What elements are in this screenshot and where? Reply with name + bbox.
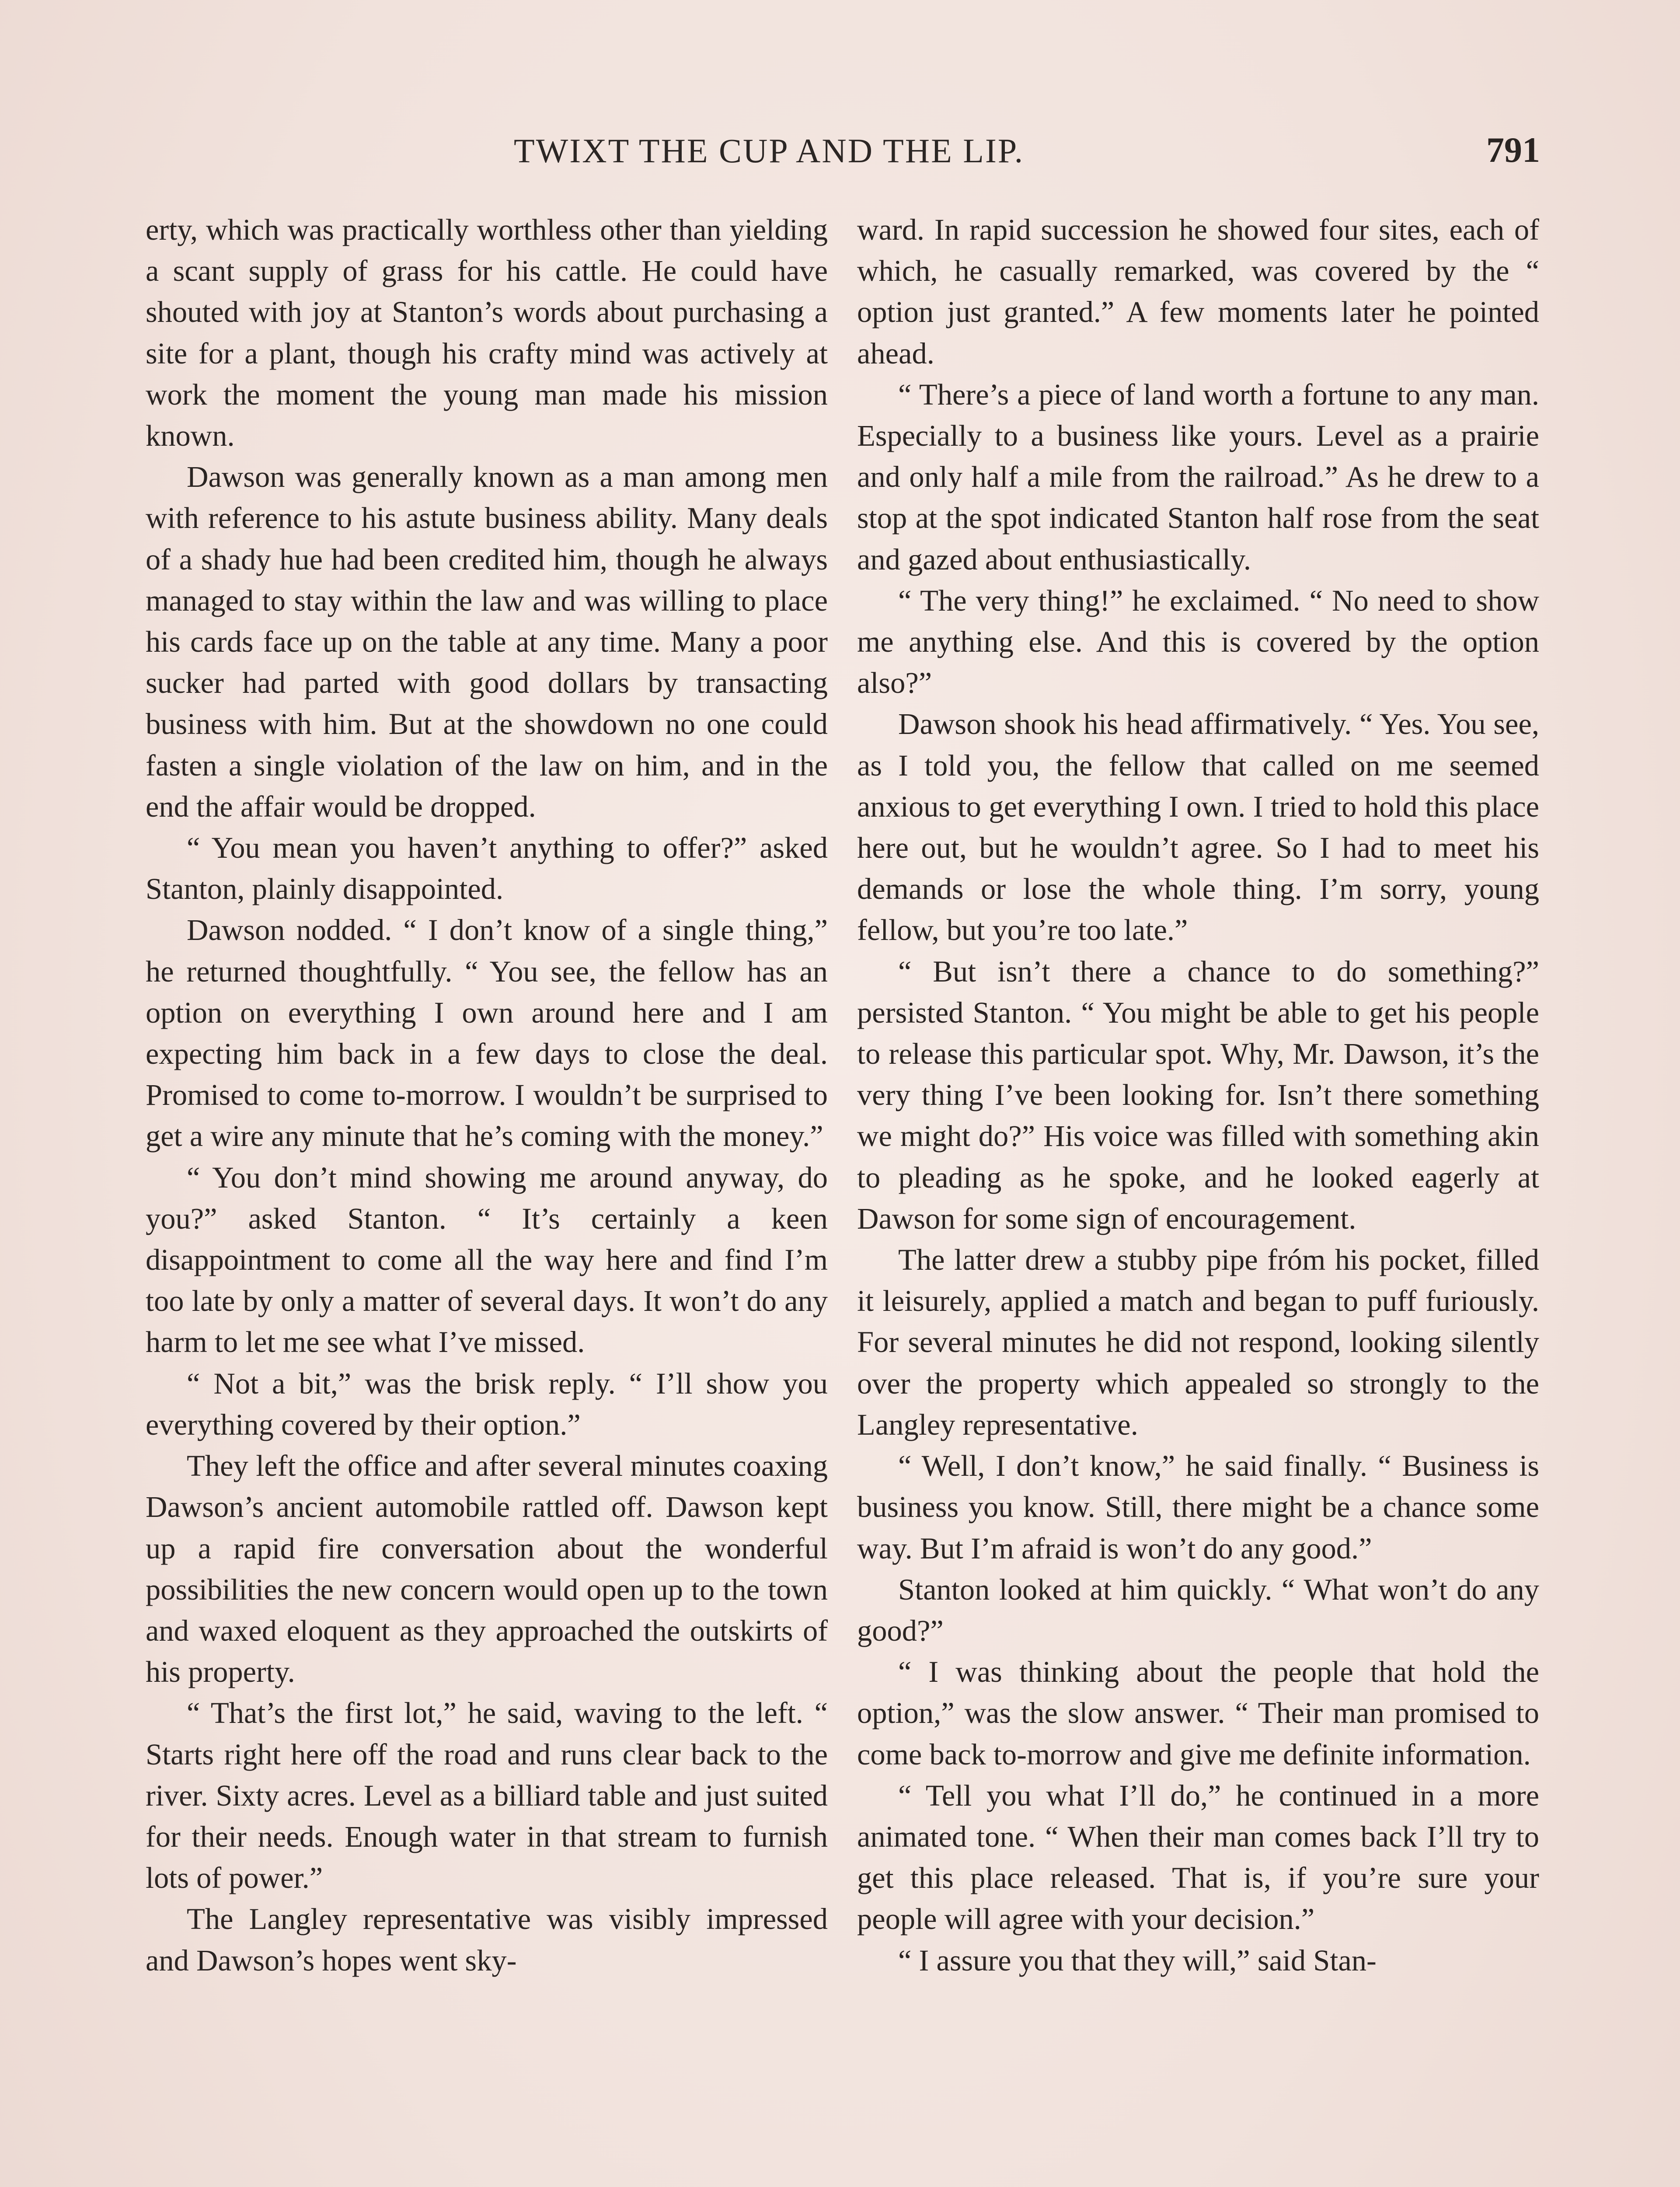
paragraph: The latter drew a stubby pipe fróm his pocket, filled it leisurely, applied a match and began to puff furiously. For several minutes he did not respond, looking silently over the property which appealed so strongly to the Langley representative. (857, 1243, 1539, 1441)
paragraph: “ I was thinking about the people that hold the option,” was the slow answer. “ Their man promised to come back to-morrow and give me definite information. (857, 1655, 1539, 1771)
paragraph: Dawson nodded. “ I don’t know of a single thing,” he returned thoughtfully. “ You see, the fellow has an option on everything I own around here and I am expecting him back in a few days to close the deal. Promised to come to-morrow. I wouldn’t be surprised to get a wire any minute that he’s coming with the money.” (146, 913, 828, 1153)
paragraph: “ But isn’t there a chance to do something?” persisted Stanton. “ You might be able to get his people to release this particular spot. Why, Mr. Dawson, it’s the very thing I’ve been looking for. Isn’t there something we might do?” His voice was filled with something akin to pleading as he spoke, and he looked eagerly at Dawson for some sign of encouragement. (857, 954, 1539, 1235)
paragraph: The Langley representative was visibly impressed and Dawson’s hopes went sky- (146, 1902, 828, 1977)
running-title: TWIXT THE CUP AND THE LIP. (514, 132, 1025, 170)
paragraph: “ That’s the first lot,” he said, waving to the left. “ Starts right here off the road and runs clear back to the river. Sixty acres. Level as a billiard table and just suited for their needs. Enough water in that stream to furnish lots of power.” (146, 1696, 828, 1895)
paragraph: “ I assure you that they will,” said Stan- (898, 1943, 1377, 1977)
paragraph: “ You don’t mind showing me around anyway, do you?” asked Stanton. “ It’s certainly a keen disappointment to come all the way here and find I’m too late by only a matter of several days. It won’t do any harm to let me see what I’ve missed. (146, 1160, 828, 1359)
paragraph: erty, which was practically worthless other than yielding a scant supply of grass for his cattle. He could have shouted with joy at Stanton’s words about purchasing a site for a plant, though his crafty mind was actively at work the moment the young man made his mission known. (146, 213, 828, 453)
paragraph: “ Tell you what I’ll do,” he continued in a more animated tone. “ When their man comes back I’ll try to get this place released. That is, if you’re sure your people will agree with your decision.” (857, 1778, 1539, 1936)
paragraph: They left the office and after several minutes coaxing Dawson’s ancient automobile rattled off. Dawson kept up a rapid fire conversation about the wonderful possibilities the new concern would open up to the town and waxed eloquent as they approached the outskirts of his property. (146, 1449, 828, 1689)
paragraph: Dawson shook his head affirmatively. “ Yes. You see, as I told you, the fellow that called on me seemed anxious to get everything I own. I tried to hold this place here out, but he wouldn’t agree. So I had to meet his demands or lose the whole thing. I’m sorry, young fellow, but you’re too late.” (857, 707, 1539, 947)
paragraph: ward. In rapid succession he showed four sites, each of which, he casually remarked, was covered by the “ option just granted.” A few moments later he pointed ahead. (857, 213, 1539, 370)
paragraph: Stanton looked at him quickly. “ What won’t do any good?” (857, 1572, 1539, 1647)
paragraph: “ The very thing!” he exclaimed. “ No need to show me anything else. And this is covered by the option also?” (857, 583, 1539, 700)
page-number: 791 (1486, 130, 1540, 170)
text-column-right (857, 209, 1539, 1981)
paragraph: Dawson was generally known as a man among men with reference to his astute business ability. Many deals of a shady hue had been credited him, though he always managed to stay within the law and was willing to place his cards face up on the table at any time. Many a poor sucker had parted with good dollars by transacting business with him. But at the showdown no one could fasten a single violation of the law on him, and in the end the affair would be dropped. (146, 460, 828, 823)
paragraph: “ Not a bit,” was the brisk reply. “ I’ll show you everything covered by their option.” (146, 1366, 828, 1441)
paragraph: “ You mean you haven’t anything to offer?” asked Stanton, plainly disappointed. (146, 831, 828, 906)
paragraph: “ Well, I don’t know,” he said finally. “ Business is business you know. Still, there might be a chance some way. But I’m afraid is won’t do any good.” (857, 1449, 1539, 1565)
text-column-left (146, 209, 828, 1981)
paragraph: “ There’s a piece of land worth a fortune to any man. Especially to a business like yours. Level as a prairie and only half a mile from the railroad.” As he drew to a stop at the spot indicated Stanton half rose from the seat and gazed about enthusiastically. (857, 377, 1539, 576)
